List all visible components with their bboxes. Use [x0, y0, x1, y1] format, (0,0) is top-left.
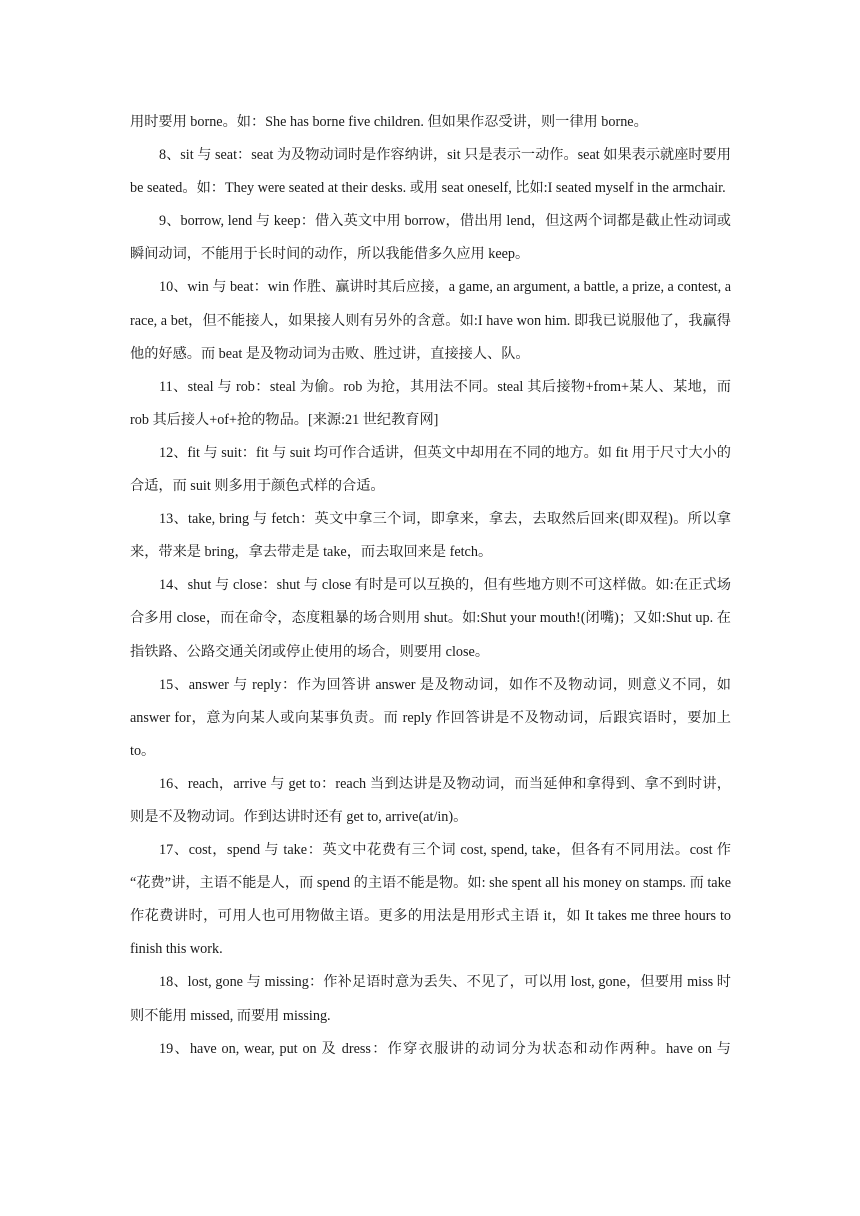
- paragraph-answer-reply: 15、answer 与 reply：作为回答讲 answer 是及物动词，如作不及物动词，则意义不同，如 answer for，意为向某人或向某事负责。而 reply 作回答讲是不及物动词，后跟宾语时，要加上 to。: [130, 676, 731, 759]
- paragraph-fit-suit: 12、fit 与 suit：fit 与 suit 均可作合适讲，但英文中却用在不同的地方。如 fit 用于尺寸大小的合适，而 suit 则多用于颜色式样的合适。: [130, 444, 731, 495]
- paragraph-lost-gone-missing: 18、lost, gone 与 missing：作补足语时意为丢失、不见了，可以用 lost, gone，但要用 miss 时则不能用 missed, 而要用 missing.: [130, 974, 731, 1024]
- paragraph-sit-seat: 8、sit 与 seat：seat 为及物动词时是作容纳讲，sit 只是表示一动作。seat 如果表示就座时要用 be seated。如：They were seated at their desks. 或用 seat oneself, 比如:I seated myself in the armchair.: [130, 147, 731, 197]
- paragraph-shut-close: 14、shut 与 close：shut 与 close 有时是可以互换的，但有些地方则不可这样做。如:在正式场合多用 close，而在命令，态度粗暴的场合则用 shut。如:Shut your mouth!(闭嘴)；又如:Shut up. 在指铁路、公路交通关闭或停止使用的场合，则要用 close。: [130, 577, 731, 660]
- paragraph-cost-spend-take: 17、cost，spend 与 take：英文中花费有三个词 cost, spend, take，但各有不同用法。cost 作 “花费”讲，主语不能是人，而 spend 的主语不能是物。如: she spent all his money on stamps. 而 take 作花费讲时，可用人也可用物做主语。更多的用法是用形式主语 it，如 It takes me three hours to finish this work.: [130, 842, 731, 958]
- paragraph-win-beat: 10、win 与 beat：win 作胜、赢讲时其后应接，a game, an argument, a battle, a prize, a contest, a race, a bet，但不能接人，如果接人则有另外的含意。如:I have won him. 即我已说服他了，我赢得他的好感。而 beat 是及物动词为击败、胜过讲，直接接人、队。: [130, 279, 731, 362]
- paragraph-reach-arrive: 16、reach，arrive 与 get to：reach 当到达讲是及物动词，而当延伸和拿得到、拿不到时讲，则是不及物动词。作到达讲时还有 get to, arrive(at/in)。: [130, 775, 731, 825]
- paragraph-borrow-lend-keep: 9、borrow, lend 与 keep：借入英文中用 borrow，借出用 lend，但这两个词都是截止性动词或瞬间动词，不能用于长时间的动作，所以我能借多久应用 keep。: [130, 213, 731, 263]
- paragraph-steal-rob: 11、steal 与 rob：steal 为偷。rob 为抢，其用法不同。steal 其后接物+from+某人、某地，而 rob 其后接人+of+抢的物品。[来源:21 世纪教育网]: [130, 378, 731, 428]
- document-body: [130, 106, 731, 1066]
- paragraph-have-on-wear: 19、have on, wear, put on 及 dress：作穿衣服讲的动词分为状态和动作两种。have on 与: [159, 1040, 731, 1057]
- paragraph-take-bring-fetch: 13、take, bring 与 fetch：英文中拿三个词，即拿来，拿去，去取然后回来(即双程)。所以拿来，带来是 bring，拿去带走是 take，而去取回来是 fetch。: [130, 511, 731, 561]
- paragraph-7-continuation: 用时要用 borne。如：She has borne five children. 但如果作忍受讲，则一律用 borne。: [130, 114, 648, 130]
